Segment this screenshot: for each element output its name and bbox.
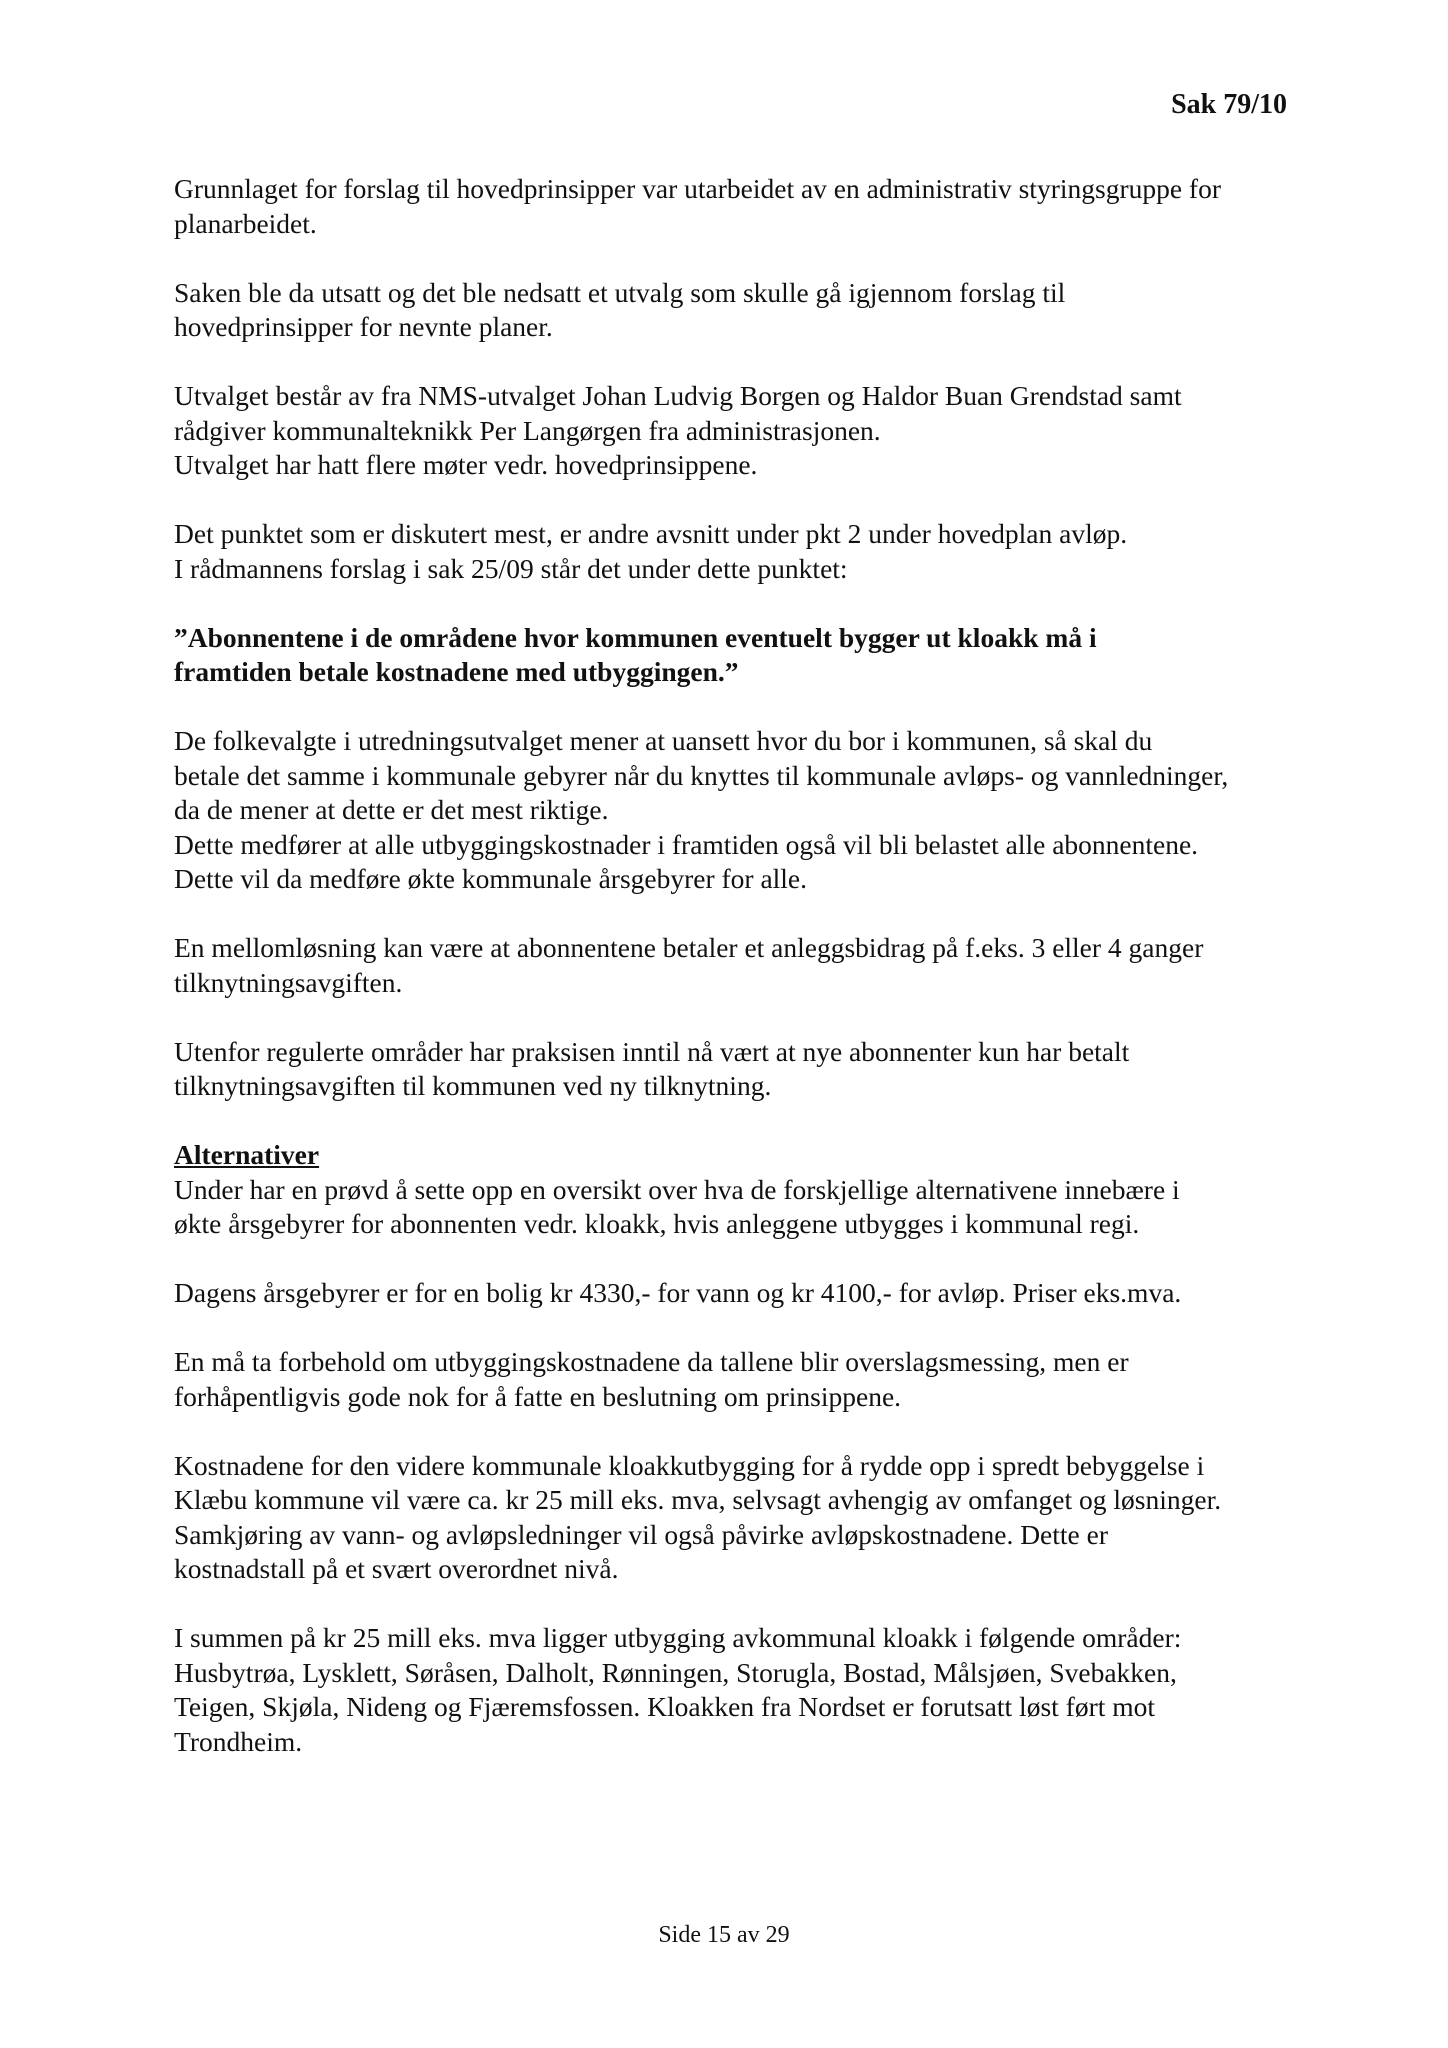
text-line: Saken ble da utsatt og det ble nedsatt et utvalg som skulle gå igjennom forslag til	[174, 276, 1066, 308]
text-line: betale det samme i kommunale gebyrer når du knyttes til kommunale avløps- og vannledninger,	[174, 759, 1229, 791]
paragraph-reservation	[174, 1345, 1294, 1414]
text-line: I rådmannens forslag i sak 25/09 står det under dette punktet:	[174, 552, 848, 584]
text-line: framtiden betale kostnadene med utbyggingen.”	[174, 656, 739, 687]
paragraph-committee-members	[174, 379, 1294, 483]
paragraph-unregulated-areas	[174, 1035, 1294, 1104]
text-line: En mellomløsning kan være at abonnentene betaler et anleggsbidrag på f.eks. 3 eller 4 ganger	[174, 932, 1204, 963]
text-line: tilknytningsavgiften til kommunen ved ny tilknytning.	[174, 1070, 772, 1101]
text-line: Teigen, Skjøla, Nideng og Fjæremsfossen. Kloakken fra Nordset er forutsatt løst ført mot	[174, 1691, 1156, 1722]
text-line: Utenfor regulerte områder har praksisen inntil nå vært at nye abonnenter kun har betalt	[174, 1035, 1130, 1067]
text-line: Dagens årsgebyrer er for en bolig kr 4330,- for vann og kr 4100,- for avløp. Priser eks.mva.	[174, 1277, 1182, 1308]
paragraph-committee-formed	[174, 276, 1294, 345]
text-line: kostnadstall på et svært overordnet nivå.	[174, 1553, 619, 1584]
text-line: I summen på kr 25 mill eks. mva ligger utbygging avkommunal kloakk i følgende områder:	[174, 1622, 1182, 1653]
text-line: Utvalget har hatt flere møter vedr. hovedprinsippene.	[174, 449, 758, 480]
document-body	[174, 172, 1294, 1794]
section-heading: Alternativer	[174, 1139, 320, 1170]
paragraph-elected-opinion	[174, 724, 1294, 897]
text-line: tilknytningsavgiften.	[174, 966, 403, 998]
section-alternatives	[174, 1138, 1294, 1242]
paragraph-intermediate-solution	[174, 931, 1294, 1000]
text-line: rådgiver kommunalteknikk Per Langørgen fra administrasjonen.	[174, 414, 881, 446]
text-line: ”Abonnentene i de områdene hvor kommunen eventuelt bygger ut kloakk må i	[174, 621, 1097, 653]
case-number-header: Sak 79/10	[1171, 89, 1287, 120]
text-line: En må ta forbehold om utbyggingskostnadene da tallene blir overslagsmessing, men er	[174, 1346, 1129, 1377]
text-line: Samkjøring av vann- og avløpsledninger vil også påvirke avløpskostnadene. Dette er	[174, 1518, 1108, 1550]
text-line: Det punktet som er diskutert mest, er andre avsnitt under pkt 2 under hovedplan avløp.	[174, 518, 1128, 549]
text-line: Under har en prøvd å sette opp en oversikt over hva de forskjellige alternativene innebære i	[174, 1173, 1180, 1205]
paragraph-areas	[174, 1621, 1294, 1759]
text-line: Dette medfører at alle utbyggingskostnader i framtiden også vil bli belastet alle abonnentene.	[174, 828, 1199, 860]
quoted-proposal	[174, 621, 1294, 690]
paragraph-current-fees	[174, 1276, 1294, 1311]
text-line: planarbeidet.	[174, 207, 317, 239]
text-line: Grunnlaget for forslag til hovedprinsipper var utarbeidet av en administrativ styringsgruppe for	[174, 173, 1222, 204]
page-number-footer: Side 15 av 29	[658, 1922, 790, 1948]
text-line: Klæbu kommune vil være ca. kr 25 mill eks. mva, selvsagt avhengig av omfanget og løsninger.	[174, 1484, 1222, 1515]
text-line: økte årsgebyrer for abonnenten vedr. kloakk, hvis anleggene utbygges i kommunal regi.	[174, 1208, 1140, 1239]
text-line: Kostnadene for den videre kommunale kloakkutbygging for å rydde opp i spredt bebyggelse i	[174, 1449, 1205, 1481]
text-line: De folkevalgte i utredningsutvalget mener at uansett hvor du bor i kommunen, så skal du	[174, 725, 1153, 756]
text-line: da de mener at dette er det mest riktige.	[174, 794, 609, 825]
paragraph-background	[174, 172, 1294, 241]
text-line: forhåpentligvis gode nok for å fatte en beslutning om prinsippene.	[174, 1380, 902, 1412]
paragraph-discussed-point	[174, 517, 1294, 586]
text-line: Dette vil da medføre økte kommunale årsgebyrer for alle.	[174, 863, 808, 894]
text-line: hovedprinsipper for nevnte planer.	[174, 311, 553, 342]
paragraph-costs	[174, 1449, 1294, 1587]
text-line: Utvalget består av fra NMS-utvalget Johan Ludvig Borgen og Haldor Buan Grendstad samt	[174, 380, 1182, 411]
text-line: Trondheim.	[174, 1725, 303, 1757]
text-line: Husbytrøa, Lysklett, Søråsen, Dalholt, Rønningen, Storugla, Bostad, Målsjøen, Svebakken,	[174, 1656, 1177, 1688]
